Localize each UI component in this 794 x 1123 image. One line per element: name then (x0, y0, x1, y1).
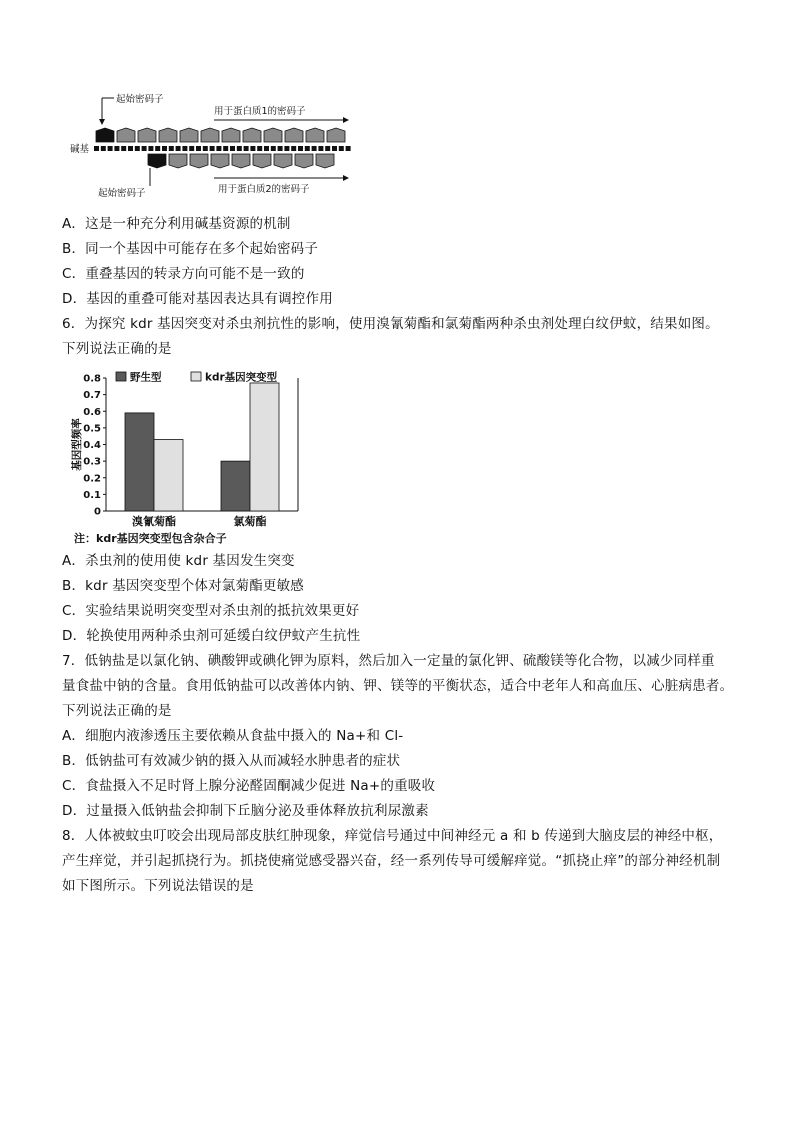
q5-option-a: A．这是一种充分利用碱基资源的机制 (62, 216, 291, 232)
base-square (298, 146, 303, 151)
base-square (148, 146, 153, 151)
codon-protein1 (327, 128, 345, 142)
base-square (284, 146, 289, 151)
codon-protein1 (243, 128, 261, 142)
y-tick-label: 0.2 (83, 473, 101, 485)
q5-option-b: B．同一个基因中可能存在多个起始密码子 (62, 241, 319, 257)
base-square (216, 146, 221, 151)
base-square (94, 146, 99, 151)
base-square (162, 146, 167, 151)
base-square (264, 146, 269, 151)
q7-stem-line2: 量食盐中钠的含量。食用低钠盐可以改善体内钠、钾、镁等的平衡状态，适合中老年人和高血压、心脏病患者。 (62, 678, 734, 694)
bar-kdr-mutant (154, 440, 183, 511)
base-square (196, 146, 201, 151)
base-square (271, 146, 276, 151)
q7-stem-line1: 7．低钠盐是以氯化钠、碘酸钾或碘化钾为原料，然后加入一定量的氯化钾、硫酸镁等化合物，以减少同样重 (62, 653, 715, 669)
base-square (155, 146, 160, 151)
base-square (237, 146, 242, 151)
q6-option-b: B．kdr 基因突变型个体对氯菊酯更敏感 (62, 578, 304, 594)
base-square (291, 146, 296, 151)
x-category-label: 氯菊酯 (233, 515, 267, 528)
legend-label: kdr基因突变型 (205, 371, 278, 384)
base-square (339, 146, 344, 151)
codon-protein1 (306, 128, 324, 142)
codon-protein1 (180, 128, 198, 142)
base-square (325, 146, 330, 151)
base-square (346, 146, 351, 151)
base-square (250, 146, 255, 151)
genotype-frequency-bar-chart (66, 366, 306, 546)
y-tick-label: 0.6 (83, 406, 101, 418)
base-square (223, 146, 228, 151)
q8-stem-line3: 如下图所示。下列说法错误的是 (62, 878, 254, 894)
codon-protein2 (169, 154, 187, 168)
base-square (169, 146, 174, 151)
y-tick-label: 0.1 (83, 489, 101, 501)
base-square (101, 146, 106, 151)
base-square (312, 146, 317, 151)
codon-protein1 (117, 128, 135, 142)
protein2-codon-row (148, 154, 334, 168)
base-square (135, 146, 140, 151)
codon-protein2 (253, 154, 271, 168)
codon-protein1 (138, 128, 156, 142)
x-category-label: 溴氰菊酯 (132, 515, 176, 528)
chart-note: 注：kdr基因突变型包含杂合子 (74, 532, 227, 545)
q7-option-a: A．细胞内液渗透压主要依赖从食盐中摄入的 Na+和 Cl- (62, 728, 404, 744)
q6-option-d: D．轮换使用两种杀虫剂可延缓白纹伊蚊产生抗性 (62, 628, 361, 644)
q6-option-a: A．杀虫剂的使用使 kdr 基因发生突变 (62, 553, 295, 569)
base-squares-row (94, 146, 351, 151)
bar-kdr-mutant (250, 383, 279, 511)
start-codon-label-top: 起始密码子 (116, 94, 164, 105)
bases-label: 碱基 (70, 144, 90, 155)
codon-protein2 (295, 154, 313, 168)
q5-option-c: C．重叠基因的转录方向可能不是一致的 (62, 266, 305, 282)
y-tick-label: 0.5 (83, 423, 101, 435)
protein2-codons-label: 用于蛋白质2的密码子 (218, 184, 310, 195)
base-square (189, 146, 194, 151)
y-tick-label: 0.4 (83, 440, 101, 451)
codon-protein2 (316, 154, 334, 168)
q6-stem-line2: 下列说法正确的是 (62, 341, 172, 357)
base-square (257, 146, 262, 151)
base-square (128, 146, 133, 151)
y-tick-label: 0 (94, 506, 101, 518)
base-square (278, 146, 283, 151)
base-square (332, 146, 337, 151)
base-square (182, 146, 187, 151)
q6-stem-line1: 6．为探究 kdr 基因突变对杀虫剂抗性的影响，使用溴氰菊酯和氯菊酯两种杀虫剂处理白纹伊蚊，结果如图。 (62, 316, 719, 332)
legend-swatch (191, 372, 201, 381)
codon-protein1 (285, 128, 303, 142)
q6-option-c: C．实验结果说明突变型对杀虫剂的抵抗效果更好 (62, 603, 360, 619)
q8-stem-line2: 产生痒觉，并引起抓挠行为。抓挠使痛觉感受器兴奋，经一系列传导可缓解痒觉。“抓挠止痒”的部分神经机制 (62, 853, 721, 869)
bar-wild-type (221, 461, 250, 511)
y-axis-title: 基因型频率 (71, 418, 83, 471)
bar-wild-type (125, 413, 154, 511)
base-square (108, 146, 113, 151)
protein1-codons-label: 用于蛋白质1的密码子 (214, 106, 306, 117)
legend-label: 野生型 (130, 371, 162, 384)
start-codon-label-bottom: 起始密码子 (98, 188, 146, 198)
protein1-codon-row (96, 128, 345, 142)
y-tick-label: 0.8 (83, 373, 101, 385)
legend-swatch (116, 372, 126, 381)
y-tick-label: 0.3 (83, 456, 101, 468)
start-codon-protein1 (96, 128, 114, 142)
q7-option-b: B．低钠盐可有效减少钠的摄入从而减轻水肿患者的症状 (62, 753, 401, 769)
base-square (203, 146, 208, 151)
codon-protein1 (201, 128, 219, 142)
overlapping-gene-diagram (66, 90, 356, 198)
base-square (142, 146, 147, 151)
codon-protein1 (222, 128, 240, 142)
q5-option-d: D．基因的重叠可能对基因表达具有调控作用 (62, 291, 333, 307)
codon-protein2 (274, 154, 292, 168)
base-square (121, 146, 126, 151)
codon-protein2 (190, 154, 208, 168)
codon-protein1 (264, 128, 282, 142)
base-square (176, 146, 181, 151)
codon-protein2 (211, 154, 229, 168)
base-square (318, 146, 323, 151)
y-tick-label: 0.7 (83, 390, 101, 402)
base-square (230, 146, 235, 151)
q7-option-d: D．过量摄入低钠盐会抑制下丘脑分泌及垂体释放抗利尿激素 (62, 803, 429, 819)
q7-option-c: C．食盐摄入不足时肾上腺分泌醛固酮减少促进 Na+的重吸收 (62, 778, 436, 794)
base-square (210, 146, 215, 151)
codon-protein1 (159, 128, 177, 142)
base-square (244, 146, 249, 151)
codon-protein2 (232, 154, 250, 168)
q8-stem-line1: 8．人体被蚊虫叮咬会出现局部皮肤红肿现象，痒觉信号通过中间神经元 a 和 b 传递到大脑皮层的神经中枢， (62, 828, 723, 844)
start-codon-protein2 (148, 154, 166, 168)
q7-stem-line3: 下列说法正确的是 (62, 703, 172, 719)
base-square (305, 146, 310, 151)
base-square (114, 146, 119, 151)
